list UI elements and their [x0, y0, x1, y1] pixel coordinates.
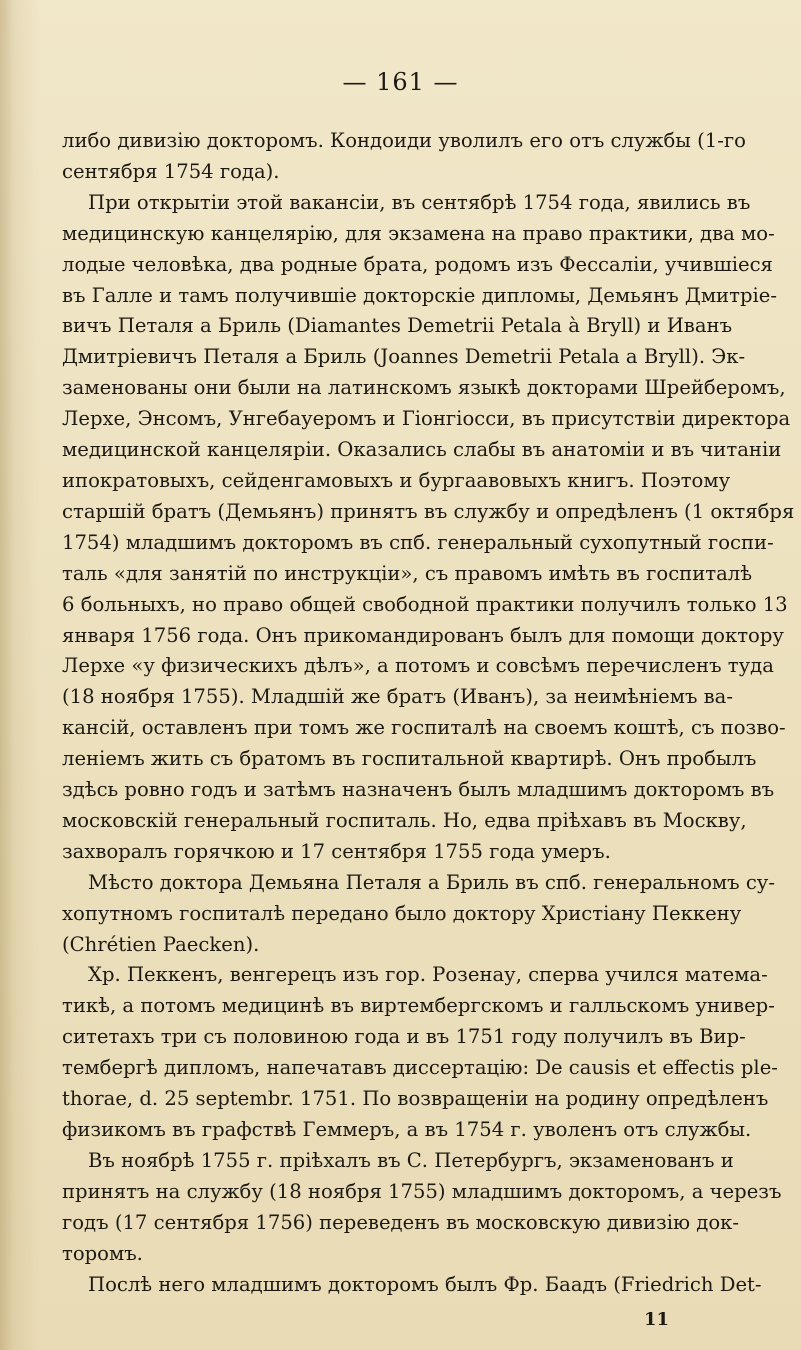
text-line: кансій, оставленъ при томъ же госпиталѣ на своемъ коштѣ, съ позво-	[62, 716, 786, 740]
text-line: Лерхе, Энсомъ, Унгебауеромъ и Гіонгіосси, въ присутствіи директора	[62, 407, 791, 431]
text-line: либо дивизію докторомъ. Кондоиди уволилъ его отъ службы (1-го	[62, 129, 746, 152]
text-line: медицинской канцеляріи. Оказались слабы въ анатоміи и въ читаніи	[62, 438, 782, 462]
body-text	[62, 126, 795, 1300]
text-line: thorae, d. 25 septembr. 1751. По возвращеніи на родину опредѣленъ	[62, 1087, 769, 1111]
signature-mark: 11	[644, 1309, 670, 1330]
text-line: 1754) младшимъ докторомъ въ спб. генеральный сухопутный госпи-	[62, 530, 774, 554]
text-line: захворалъ горячкою и 17 сентября 1755 года умеръ.	[62, 839, 611, 863]
text-line: (Chrétien Paecken).	[62, 932, 260, 956]
text-line: 6 больныхъ, но право общей свободной практики получилъ только 13	[62, 592, 788, 616]
text-line: ситетахъ три съ половиною года и въ 1751 году получилъ въ Вир-	[62, 1025, 746, 1049]
text-line: января 1756 года. Онъ прикомандированъ былъ для помощи доктору	[62, 623, 784, 647]
text-line: лодые человѣка, два родные брата, родомъ изъ Фессаліи, учившіеся	[62, 252, 773, 276]
text-line: годъ (17 сентября 1756) переведенъ въ московскую дивизію док-	[62, 1210, 739, 1234]
text-line: ипократовыхъ, сейденгамовыхъ и бургаавовыхъ книгъ. Поэтому	[62, 468, 731, 492]
text-line: леніемъ жить съ братомъ въ госпитальной квартирѣ. Онъ пробылъ	[62, 747, 757, 771]
text-line: въ Галле и тамъ получившіе докторскіе дипломы, Демьянъ Дмитріе-	[62, 283, 777, 307]
text-line: Дмитріевичъ Петаля а Бриль (Joannes Demetrii Petala a Bryll). Эк-	[62, 345, 746, 369]
text-line: сентября 1754 года).	[62, 159, 280, 183]
text-line: физикомъ въ графствѣ Геммеръ, а въ 1754 г. уволенъ отъ службы.	[62, 1118, 752, 1141]
text-line: торомъ.	[62, 1241, 143, 1265]
text-line: тикѣ, а потомъ медицинѣ въ виртембергскомъ и галльскомъ универ-	[62, 994, 775, 1018]
text-line: принятъ на службу (18 ноября 1755) младшимъ докторомъ, а черезъ	[62, 1179, 782, 1203]
text-line: Мѣсто доктора Демьяна Петаля а Бриль въ спб. генеральномъ су-	[88, 870, 775, 894]
text-line: заменованы они были на латинскомъ языкѣ докторами Шрейберомъ,	[62, 376, 786, 400]
text-line: При открытіи этой вакансіи, въ сентябрѣ 1754 года, явились въ	[88, 190, 751, 214]
text-line: старшій братъ (Демьянъ) принятъ въ службу и опредѣленъ (1 октября	[62, 499, 795, 523]
text-line: здѣсь ровно годъ и затѣмъ назначенъ былъ младшимъ докторомъ въ	[62, 778, 775, 802]
text-line: Послѣ него младшимъ докторомъ былъ Фр. Баадъ (Friedrich Det-	[88, 1272, 762, 1296]
text-line: таль «для занятій по инструкціи», съ правомъ имѣть въ госпиталѣ	[62, 561, 753, 585]
text-line: хопутномъ госпиталѣ передано было доктору Христіану Пеккену	[62, 901, 742, 925]
text-line: Въ ноябрѣ 1755 г. пріѣхалъ въ С. Петербургъ, экзаменованъ и	[88, 1148, 734, 1172]
page-number: — 161 —	[342, 68, 459, 96]
text-line: московскій генеральный госпиталь. Но, едва пріѣхавъ въ Москву,	[62, 808, 747, 832]
text-line: Лерхе «у физическихъ дѣлъ», а потомъ и совсѣмъ перечисленъ туда	[62, 654, 774, 678]
text-line: Хр. Пеккенъ, венгерецъ изъ гор. Розенау, сперва учился матема-	[88, 963, 768, 987]
text-line: (18 ноября 1755). Младшій же братъ (Иванъ), за неимѣніемъ ва-	[62, 685, 733, 709]
text-line: тембергѣ дипломъ, напечатавъ диссертацію: De causis et effectis ple-	[62, 1056, 778, 1080]
text-line: медицинскую канцелярію, для экзамена на право практики, два мо-	[62, 221, 775, 245]
text-line: вичъ Петаля а Бриль (Diamantes Demetrii Petala à Bryll) и Иванъ	[62, 314, 733, 338]
